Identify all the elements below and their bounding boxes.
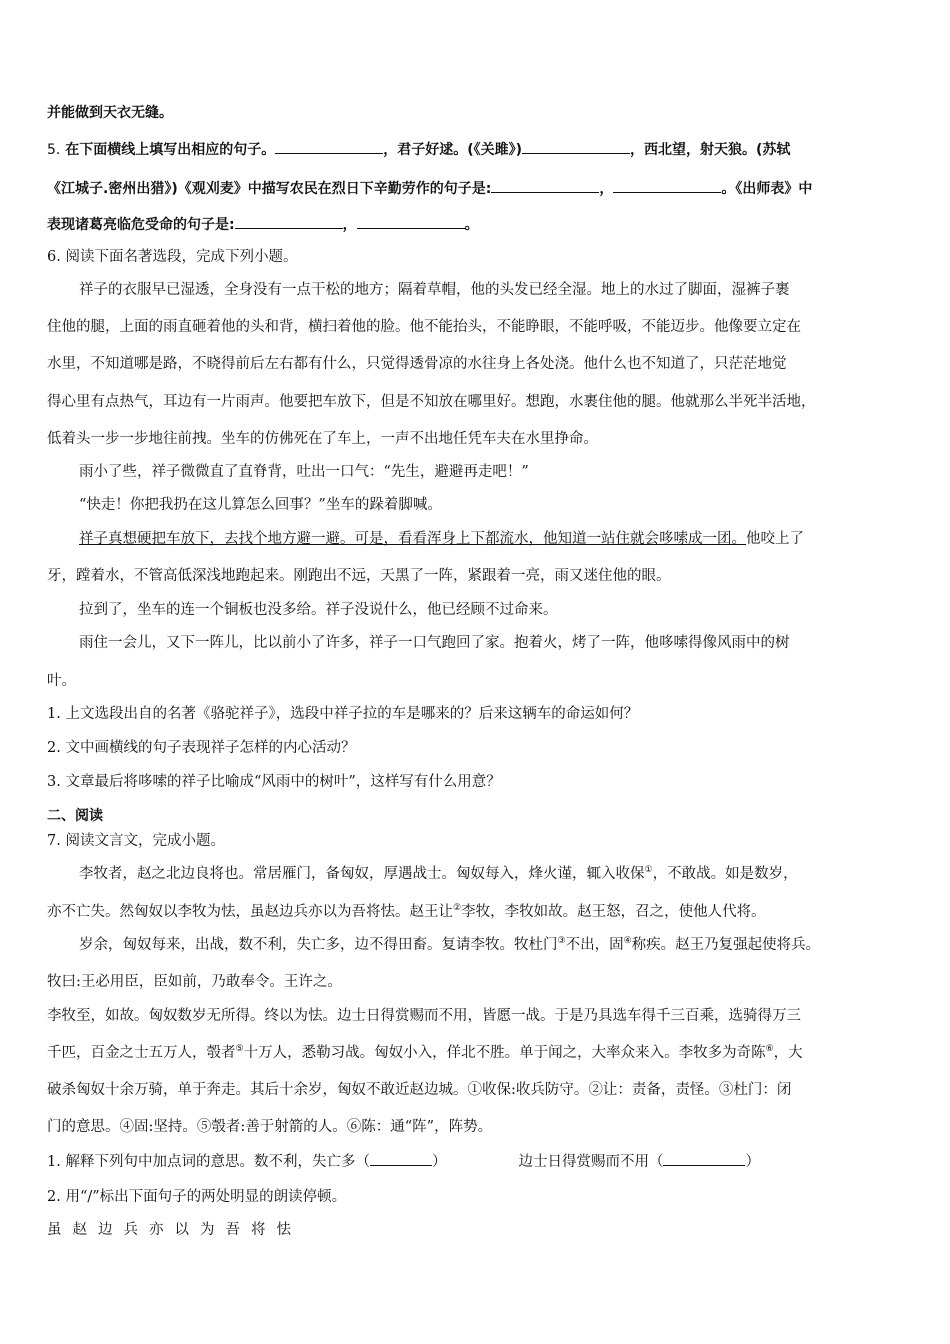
q7-text: 李牧，李牧如故。赵王怒，召之，使他人代将。 [461, 904, 766, 920]
q6-question-2: 2. 文中画横线的句子表现祥子怎样的内心活动？ [47, 740, 356, 756]
sentence-char: 吾 [225, 1222, 240, 1238]
q7-sub-question-1 [47, 1151, 760, 1172]
q5-line-1 [47, 139, 790, 160]
underlined-sentence: 祥子真想硬把车放下，去找个地方避一避。可是，看看浑身上下都流水，他知道一站住就会哆嗦成一团。 [79, 531, 746, 547]
q5-text-6: 。《出师表》中 [721, 181, 813, 197]
q6-p4-line-1 [79, 529, 804, 549]
q7-p2-line-2: 牧曰:王必用臣，臣如前，乃敢奉令。王许之。 [47, 974, 342, 990]
q7-sub1-close-2: ） [745, 1154, 760, 1170]
q6-p1-line: 水里，不知道哪是路，不晓得前后左右都有什么，只觉得透骨凉的水往身上各处浇。他什么也不知道了，只茫茫地觉 [47, 356, 787, 372]
section-heading: 二、阅读 [47, 808, 103, 824]
q7-text: 不出，固 [565, 937, 624, 953]
footnote-mark: ⑤ [235, 1044, 244, 1055]
q6-p5: 拉到了，坐车的连一个铜板也没多给。祥子没说什么，他已经顾不过命来。 [79, 602, 558, 618]
q5-blank-4[interactable] [613, 178, 721, 193]
answer-blank-2[interactable] [663, 1151, 745, 1166]
q7-text: 岁余，匈奴每来，出战，数不利，失亡多，边不得田畜。复请李牧。牧杜门 [79, 937, 558, 953]
q7-text: 称疾。赵王乃复强起使将兵。 [631, 937, 821, 953]
q7-p2-line-1 [79, 935, 820, 955]
q7-heading: 7. 阅读文言文，完成小题。 [47, 833, 225, 849]
sentence-char: 怯 [276, 1222, 291, 1238]
q6-question-3: 3. 文章最后将哆嗦的祥子比喻成“风雨中的树叶”，这样写有什么用意？ [47, 774, 501, 790]
pause-sentence[interactable] [47, 1220, 302, 1240]
sentence-char: 兵 [123, 1222, 138, 1238]
q7-p3-line-4: 门的意思。④固:坚持。⑤彀者:善于射箭的人。⑥陈：通“阵”，阵势。 [47, 1119, 493, 1135]
q5-text-8: ， [342, 217, 357, 233]
q7-sub1-close: ） [431, 1154, 447, 1170]
q7-p3-line-3: 破杀匈奴十余万骑，单于奔走。其后十余岁，匈奴不敢近赵边城。①收保:收兵防守。②让：责备，责怪。③杜门：闭 [47, 1082, 792, 1098]
q6-p1-line: 低着头一步一步地往前拽。坐车的仿佛死在了车上，一声不出地任凭车夫在水里挣命。 [47, 431, 598, 447]
sentence-char: 虽 [47, 1222, 62, 1238]
sentence-char: 边 [98, 1222, 113, 1238]
q7-text: 李牧者，赵之北边良将也。常居雁门，备匈奴，厚遇战士。匈奴每入，烽火谨，辄入收保 [79, 866, 645, 882]
q7-sub-question-2: 2. 用“/”标出下面句子的两处明显的朗读停顿。 [47, 1189, 347, 1205]
q5-text-9: 。 [464, 217, 479, 233]
q7-text: 十万人，悉勒习战。匈奴小入，佯北不胜。单于闻之，大率众来入。李牧多为奇陈 [243, 1045, 766, 1061]
q7-text: 千匹，百金之士五万人，彀者 [47, 1045, 236, 1061]
q7-sub1-text: 1. 解释下列句中加点词的意思。数不利，失亡多（ [47, 1154, 370, 1170]
q6-question-1: 1. 上文选段出自的名著《骆驼祥子》，选段中祥子拉的车是哪来的？后来这辆车的命运如何？ [47, 706, 639, 722]
q7-text: ，大 [773, 1045, 803, 1061]
sentence-char: 将 [251, 1222, 266, 1238]
footnote-mark: ② [453, 903, 462, 914]
q4-tail: 并能做到天衣无缝。 [47, 105, 173, 121]
q5-text-2: ，君子好逑。(《关雎》) [383, 142, 523, 158]
q5-instruction: 在下面横线上填写出相应的句子。 [65, 142, 276, 158]
q5-number: 5. [47, 142, 61, 158]
q6-heading: 6. 阅读下面名著选段，完成下列小题。 [47, 249, 298, 265]
q7-p1-line-2 [47, 902, 766, 922]
q5-line-3 [47, 214, 479, 235]
q7-p3-line-2 [47, 1043, 803, 1063]
q5-blank-6[interactable] [357, 214, 465, 229]
q6-p4-line-2: 牙，蹚着水，不管高低深浅地跑起来。刚跑出不远，天黑了一阵，紧跟着一亮，雨又迷住他的眼。 [47, 568, 671, 584]
footnote-mark: ④ [623, 936, 632, 947]
sentence-char: 为 [200, 1222, 215, 1238]
answer-blank-1[interactable] [370, 1151, 432, 1166]
q7-p1-line-1 [79, 864, 798, 884]
q6-p4-rest: 他咬上了 [746, 531, 804, 547]
footnote-mark: ① [644, 865, 653, 876]
q6-p1-line: 祥子的衣服早已湿透，全身没有一点干松的地方；隔着草帽，他的头发已经全湿。地上的水过了脚面，湿裤子裹 [79, 282, 790, 298]
q6-p1-line: 住他的腿，上面的雨直砸着他的头和背，横扫着他的脸。他不能抬头，不能睁眼，不能呼吸，不能迈步。他像要立定在 [47, 319, 801, 335]
sentence-char: 赵 [72, 1222, 87, 1238]
q7-text: ，不敢战。如是数岁， [652, 866, 798, 882]
q5-blank-5[interactable] [235, 214, 343, 229]
q5-blank-1[interactable] [275, 139, 383, 154]
q6-p6-line-1: 雨住一会儿，又下一阵儿，比以前小了许多，祥子一口气跑回了家。抱着火，烤了一阵，他哆嗦得像风雨中的树 [79, 635, 790, 651]
q5-text-5: ， [599, 181, 614, 197]
footnote-mark: ③ [557, 936, 566, 947]
q5-blank-2[interactable] [522, 139, 630, 154]
q6-p6-line-2: 叶。 [47, 673, 76, 689]
q6-p2: 雨小了些，祥子微微直了直脊背，吐出一口气：“先生，避避再走吧！” [79, 464, 529, 480]
footnote-mark: ⑥ [765, 1044, 774, 1055]
sentence-char: 以 [174, 1222, 189, 1238]
q5-text-7: 表现诸葛亮临危受命的句子是: [47, 217, 235, 233]
sentence-char: 亦 [149, 1222, 164, 1238]
q7-text: 亦不亡失。然匈奴以李牧为怯，虽赵边兵亦以为吾将怯。赵王让 [47, 904, 453, 920]
q7-sub1-text-2: 边士日得赏赐而不用（ [518, 1154, 664, 1170]
q5-line-2 [47, 178, 812, 199]
q6-p1-line: 得心里有点热气，耳边有一片雨声。他要把车放下，但是不知放在哪里好。想跑，水裹住他的腿。他就那么半死半活地， [47, 394, 816, 410]
q5-blank-3[interactable] [491, 178, 599, 193]
q6-p3: “快走！你把我扔在这儿算怎么回事？”坐车的跺着脚喊。 [79, 497, 442, 513]
q7-p3-line-1: 李牧至，如故。匈奴数岁无所得。终以为怯。边士日得赏赐而不用，皆愿一战。于是乃具选车得千三百乘，选骑得万三 [47, 1008, 801, 1024]
q5-text-4: 《江城子.密州出猎》)《观刈麦》中描写农民在烈日下辛勤劳作的句子是: [47, 181, 492, 197]
q5-text-3: ，西北望，射天狼。(苏轼 [630, 142, 791, 158]
